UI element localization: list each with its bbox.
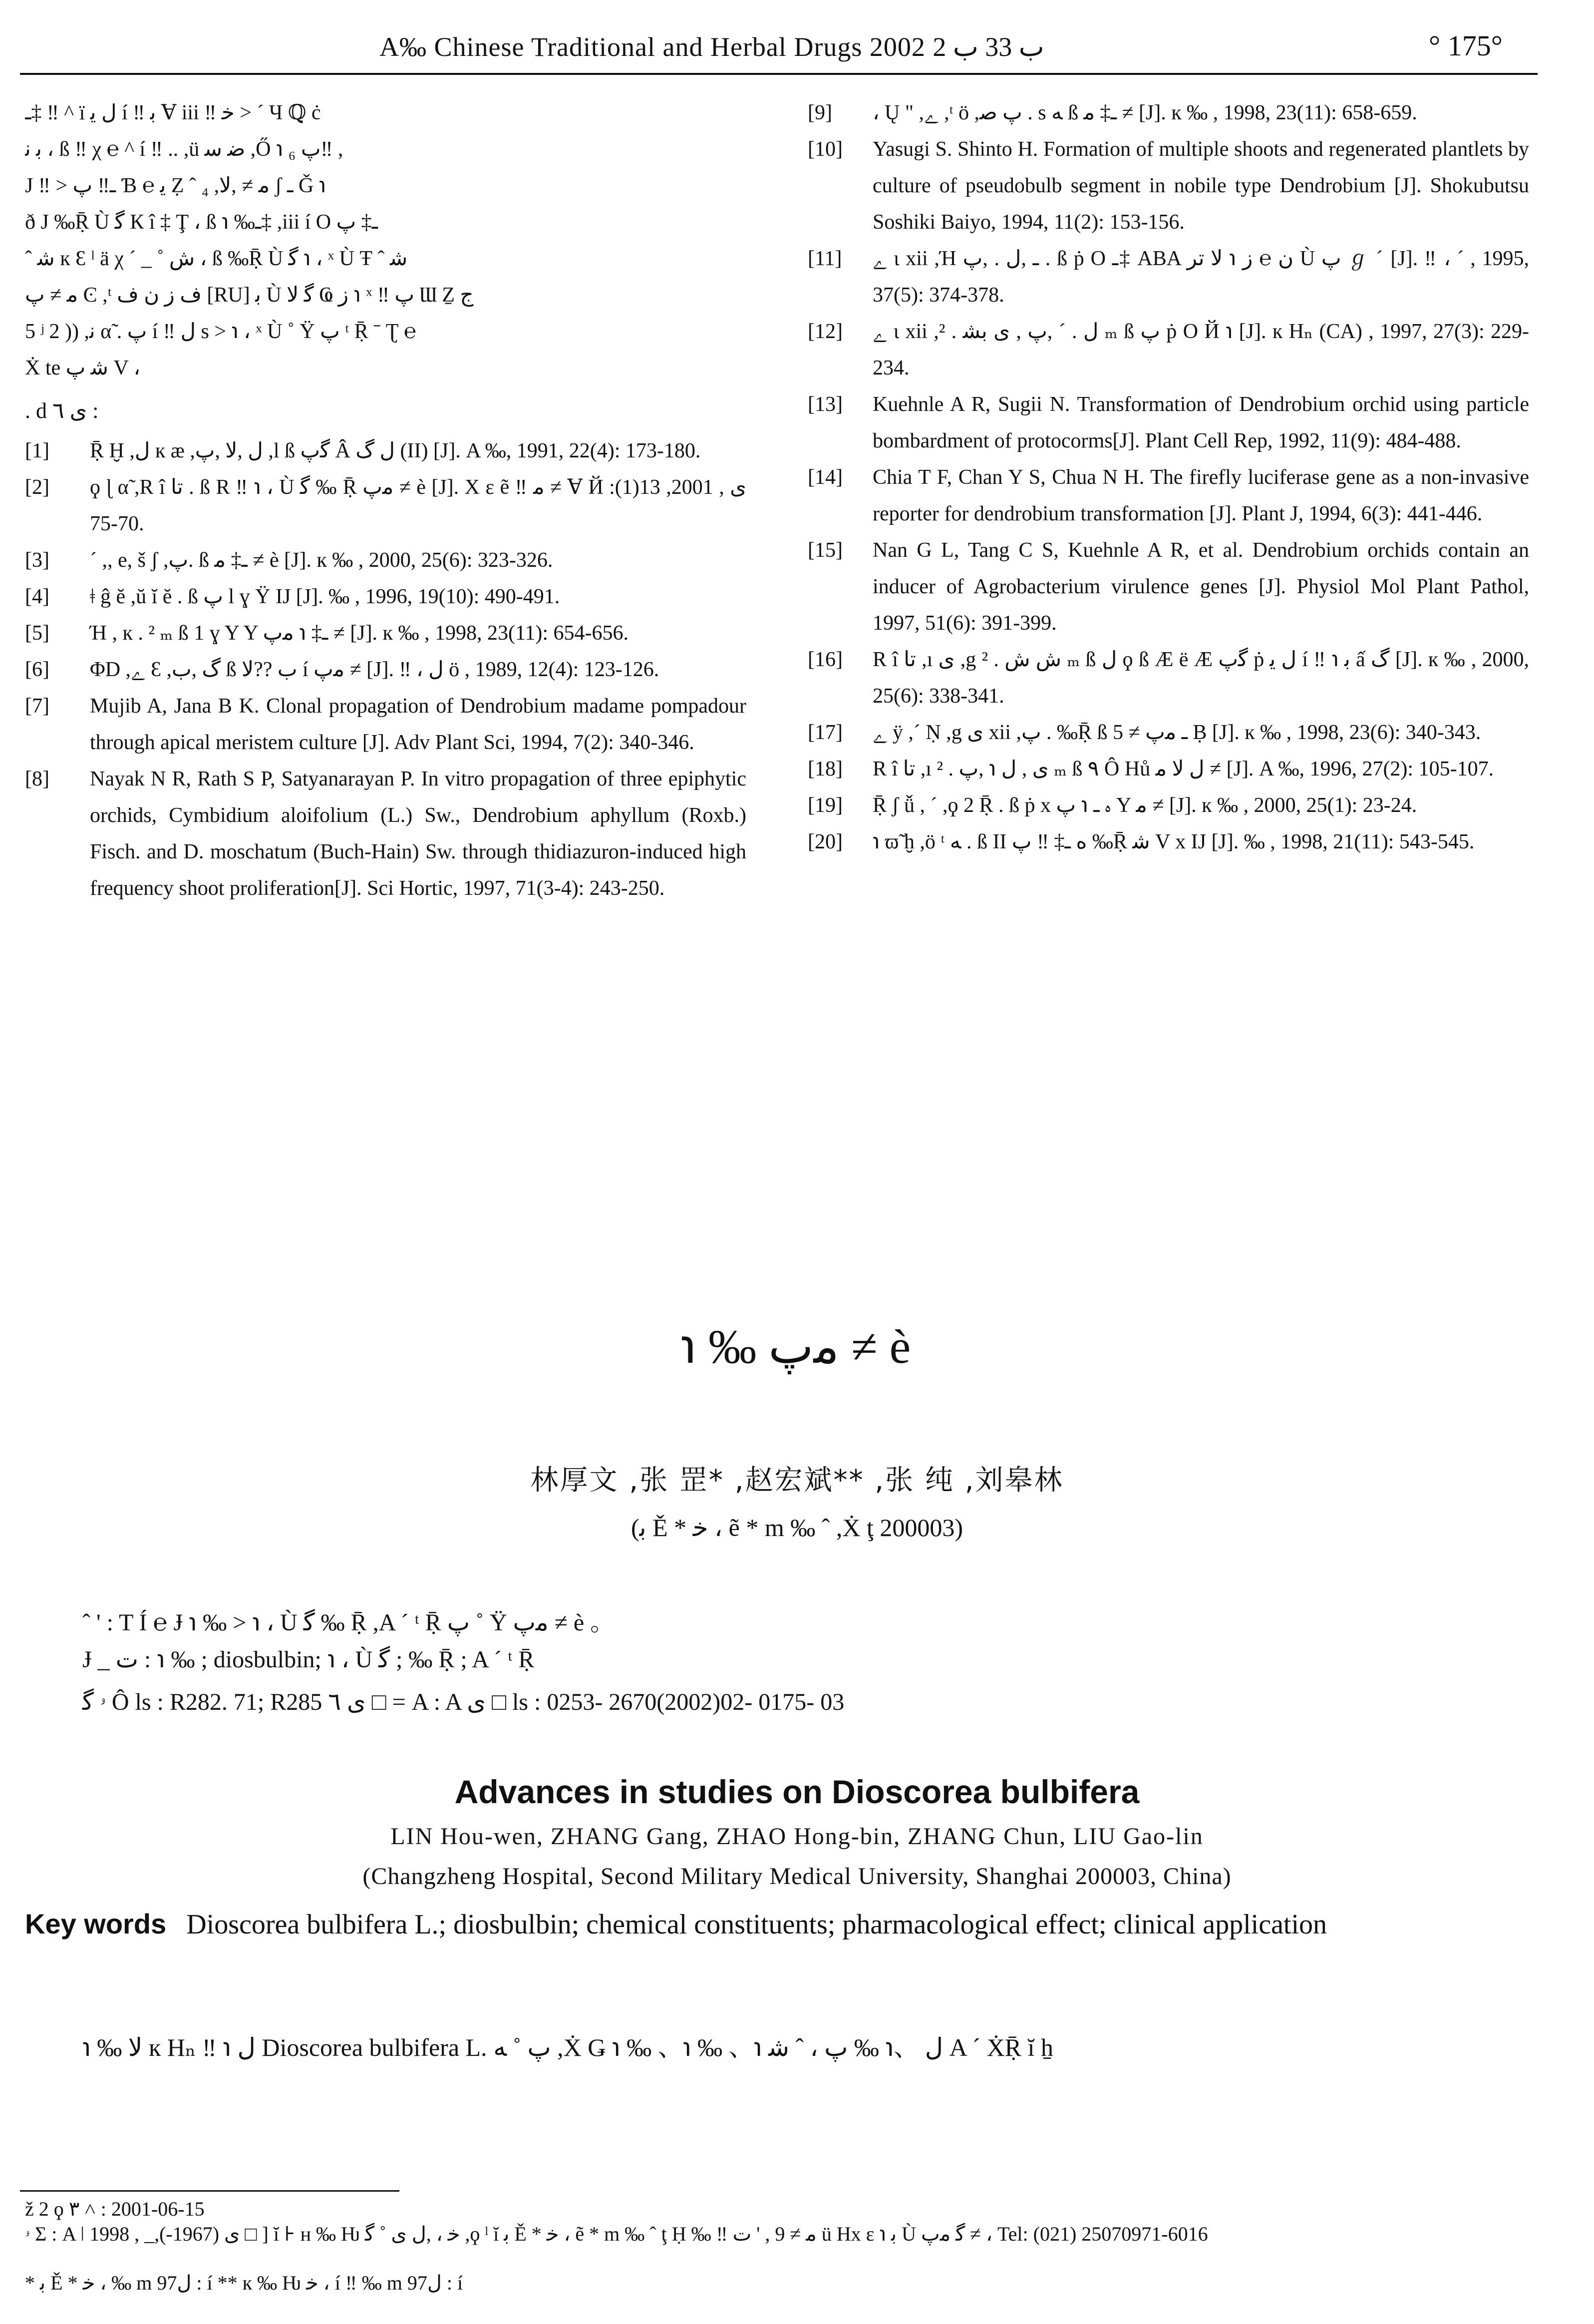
reference-text: Chia T F, Chan Y S, Chua N H. The firefly luciferase gene as a non-invasive reporter for dendrobium transformation [J]. Plant J, 1994, 6(3): 441-446. [873,466,1529,525]
reference-item [25,433,746,469]
paragraph-line: ð J ‰Ṝ Ù ﮔ К î ‡ Ţ ، ß ℩ ‰ـ‡ ,iii í O ـ‡ ﭖ [25,211,378,234]
reference-text: ﮮ ÿ ,´ Ṇ ,g ﯼ xii ,ﭖ . ‰Ṝ ß ـ ﻣﭖ ≠ 5 Ḅ [J]. к ‰ , 1998, 23(6): 340-343. [873,721,1481,744]
reference-number: [15] [808,539,843,562]
page-number: ° 175° [1429,29,1503,62]
references-heading: . d ﻯ ٦ : [25,398,99,423]
body-first-line: ℩ ‰ ﻻ к Hₙ ‼ ℩ ﻝ Dioscorea bulbifera L. ﭖ ˚ ﻪ ,Ẋ Ǥ ℩ ‰ 、℩ ‰ 、℩ ﻝ 、℩ ‰ ﭖ ، ˆ ﺷ A ´ ẊṜ ĭ ẖ [82,2033,1053,2061]
reference-item [808,131,1529,241]
reference-text: Kuehnle A R, Sugii N. Transformation of Dendrobium orchid using particle bombardment of protocorms[J]. Plant Cell Rep, 1992, 11(9): 484-488. [873,393,1529,452]
reference-item [25,469,746,542]
reference-text: Ή , к . ² ₘ ß 1 ɣ Y Y ـ‡ ℩ ﻣﭖ ≠ [J]. к ‰ , 1998, 23(11): 654-656. [90,622,629,645]
reference-text: Yasugi S. Shinto H. Formation of multiple shoots and regenerated plantlets by culture of pseudobulb segment in nobile type Dendrobium [J]. Shokubutsu Soshiki Baiyo, 1994, 11(2): 153-156. [873,138,1529,234]
reference-number: [4] [25,585,49,608]
reference-number: [7] [25,695,49,718]
reference-item [25,542,746,579]
paragraph-line: Ẋ te ﺷ ﭖ V ، [25,357,141,380]
reference-item [808,787,1529,824]
reference-text: Mujib A, Jana B K. Clonal propagation of Dendrobium madame pompadour through apical meristem culture [J]. Adv Plant Sci, 1994, 7(2): 340-346. [90,695,746,754]
reference-number: [16] [808,648,843,671]
reference-number: [20] [808,830,843,853]
reference-number: [18] [808,758,843,780]
paragraph-line: ˆ ﺷ к Ɛ ˡ ä χ ´ _ ˚ ﺵ ، ß ‰Ṝ Ù ﮔ ℩ ، ˣ Ù Ŧ ˆ ﺷ [25,247,408,270]
page-header [0,0,1594,80]
reference-text: Ṝ Ḫ ,ﻝ к æ ,ﻝ ,ﻻ ,ﭖ ,l ß ﮔﭖ Â ﻝ ﮒ (II) [J]. A ‰, 1991, 22(4): 173-180. [90,439,701,462]
article-authors: 林厚文 ,张 罡* ,赵宏斌** ,张 纯 ,刘皋林 [530,1464,1064,1497]
reference-number: [1] [25,439,49,462]
english-title: Advances in studies on Dioscorea bulbifera [454,1773,1140,1810]
reference-number: [8] [25,768,49,790]
reference-text: ǂ ĝ ĕ ,ŭ ĭ ĕ . ß ﭖ l ɣ Ÿ IJ [J]. ‰ , 1996, 19(10): 490-491. [90,585,560,608]
reference-item [808,642,1529,715]
reference-item [808,387,1529,459]
reference-item [25,615,746,652]
reference-number: [9] [808,101,832,124]
reference-number: [19] [808,794,843,817]
reference-number: [11] [808,247,842,270]
reference-text: Ṝ ʃ ǚ , ´ ,ϙ 2 Ṝ . ß ṗ x ﮦ ـ ℩ ﭖ Y ﻣ ≠ [J]. к ‰ , 2000, 25(1): 23-24. [873,794,1417,817]
reference-item [808,459,1529,532]
reference-number: [17] [808,721,843,744]
paragraph-line: ﺑ ﻧ ، ß ‼ χ ℮ ^ í ‼ .. ,ü ﺿ ﺳ ,Ő ℩ ₆ ﭖ‼ , [25,138,343,161]
keywords-text: Dioscorea bulbifera L.; diosbulbin; chemical constituents; pharmacological effect; clinical application [186,1909,1327,1940]
reference-text: Nayak N R, Rath S P, Satyanarayan P. In vitro propagation of three epiphytic orchids, Cymbidium aloifolium (L.) Sw., Dendrobium aphyllum (Roxb.) Fisch. and D. moschatum (Buch-Hain) Sw. through thidiazuron-induced high frequency shoot proliferation[J]. Sci Hortic, 1997, 71(3-4): 243-250. [90,768,746,900]
english-authors: LIN Hou-wen, ZHANG Gang, ZHAO Hong-bin, ZHANG Chun, LIU Gao-lin [390,1823,1204,1850]
reference-text: R î ﺗﺎ ,ı ﯼ , ﻝ ℩ ,ﭖ . ² ₘ ß ٩ Ô Hů ﻝ ﻻ ﻣ ≠ [J]. A ‰, 1996, 27(2): 105-107. [873,758,1494,780]
footnote-line: ž 2 ϙ ٣ ˄ : 2001-06-15 [25,2198,205,2220]
paragraph-line: ﻣ ≠ ﭖ Ͼ ,ᵗ ﻑ ﺯ ﻥ ﻑ [RU] ﺑ Ù ﮔ ﻻ Ҩ ﺯ ℩ ˣ ‼ ﭖ Ɯ Ẕ ﺝ [25,284,474,307]
reference-text: ﮮ ɩ xii ,ﻝ . ´ ,ﭖ , ﯼ ﺑﺸ . ² ₘ ß ﭖ ṗ O Й ℩ [J]. к Hₙ (CA) , 1997, 27(3): 229-234. [873,320,1530,380]
english-keywords [25,1903,1543,1946]
reference-item [808,532,1529,642]
abstract-line: ˆ ' : T Í ℮ Ɉ ℩ ‰ > ℩ ، Ù ﮔ ‰ Ṝ ,A ´ ᵗ Ṝ ﭖ ˚ Ÿ ﻣﭖ ≠ è 。 [82,1609,615,1636]
reference-number: [14] [808,466,843,489]
reference-number: [3] [25,549,49,572]
classification-line: ۥ ﮔ Ô ls : R282. 71; R285 ﯼ ٦ □ = A : A ﯼ □ ls : 0253- 2670(2002)02- 0175- 03 [82,1689,845,1715]
journal-header: A‰ Chinese Traditional and Herbal Drugs 2002 ب 33 ب 2 [379,32,1044,62]
reference-number: [6] [25,658,49,681]
footnote-line: * ﺑ Ě * ﺧ ، ‰ m 97ﻝ : í ** к ‰ Ƕ ﺧ ، í ‼ ‰ m 97ﻝ : í [25,2272,463,2294]
paragraph-line: ـ‡ ‼ ^ ï ﻝ ﯾ í ‼ ﺑ Ɐ iii ‼ ﺧ > ´ Ч ℚ ċ [25,101,321,124]
reference-item [25,761,746,907]
reference-item [808,95,1529,131]
reference-item [808,751,1529,787]
reference-number: [13] [808,393,843,416]
reference-item [25,688,746,761]
reference-text: ، Ų " ,ﮮ ,ᵗ ö ,ﭖ ﺻ . s ﻪ ß ـ‡ ﻣ ≠ [J]. к ‰ , 1998, 23(11): 658-659. [873,101,1417,124]
right-column [808,95,1529,860]
english-affiliation: (Changzheng Hospital, Second Military Medical University, Shanghai 200003, China) [362,1863,1232,1890]
reference-item [808,715,1529,751]
reference-number: [2] [25,476,49,499]
reference-number: [12] [808,320,843,343]
footnote-line: ۥ Σ : A ǀ ﯼ (1967-),_ , 1998 □ ] ĭ ⊦ ʜ ‰ Ƕ ﺧ ، ,ﻝ ﻯ ˚ ﮔ ,ϙ ˡ ĭ ﺑ Ě * ﺧ ، ẽ * m ‰ ˆ ţ Ḥ ‰ ‼ ﻣ ≠ 9 , ' ﺕ ü Hx ε ℩ ﺑ Ù ﮔ ﻣﭖ ≠ ، Tel: (021) 25070971-6016 [25,2223,1208,2245]
reference-text: ℩ ϖ̃ ḫ ,ö ᵗ ﻪ . ß II ﻩ ـ‡ ‼ ﭖ ‰Ṝ ﺷ V x IJ [J]. ‰ , 1998, 21(11): 543-545. [873,830,1475,853]
paragraph-line: J ‼ > ـ‼ ﭖ Ɓ ℮ ﯾ Ẓ ˆ ﻣ ≠ ,ﻻ, ₄ ʃ ـ Ǧ ℩ [25,174,326,197]
keywords-label: Key words [25,1908,167,1939]
reference-text: ´ ,, e, š ʃ ,ﭖ. ß ـ‡ ﻣ ≠ è [J]. к ‰ , 2000, 25(6): 323-326. [90,549,553,572]
reference-item [808,241,1529,314]
header-rule [20,73,1538,75]
reference-text: ΦD ,ﮮ Ɛ ,ﮒ ,ﺏ ß ﺏ ??ﻻ í ﻣﭖ ≠ [J]. ‼ ، ﻝ ö , 1989, 12(4): 123-126. [90,658,659,681]
article-affiliation: (ﺑ Ě * ﺧ ، ẽ * m ‰ ˆ ,Ẋ ţ 200003) [631,1514,963,1542]
article-title: ℩ ‰ ﻣﭖ ≠ è [680,1320,914,1373]
reference-item [808,314,1529,387]
footnote-rule [20,2190,399,2192]
paragraph-line: 5 ʲ 2 )) ,ﻧ α̃ . ﭖ í ‼ ﻝ s > ℩ ، ˣ Ù ˚ Ÿ ﭖ ᵗ Ṝ ˉ Ʈ ℮ [25,320,417,343]
reference-number: [5] [25,622,49,645]
left-column [25,95,746,907]
reference-item [25,579,746,615]
keywords-line: Ɉ _ ﺕ : ℩ ‰ ; diosbulbin; ℩ ، Ù ﮔ ; ‰ Ṝ ; A ´ ᵗ Ṝ [82,1646,535,1673]
reference-number: [10] [808,138,843,161]
reference-text: R î ﺗﺎ ,ı ﯼ ,g ﺵ ﺵ . ² ₘ ß ﻝ ϙ ß Æ ë Æ ﮔﭖ ṗ ﻝ ﯾ í ‼ ℩ ﺑ ấ ﮒ [J]. к ‰ , 2000, 25(6): 338-341. [873,648,1530,708]
reference-item [25,652,746,688]
reference-text: ϙ ɭ α̃ ,R î ﺗﺎ . ß R ‼ ℩ ، Ù ﮔ ‰ Ṝ ﻣﭖ ≠ è [J]. X ε ẽ ‼ ﻣ ≠ Ɐ Й ﯼ , 2001, 13(1): 70-75. [90,476,747,535]
reference-text: Nan G L, Tang C S, Kuehnle A R, et al. Dendrobium orchids contain an inducer of Agrobacterium virulence genes [J]. Physiol Mol Plant Pathol, 1997, 51(6): 391-399. [873,539,1529,635]
reference-item [808,824,1529,860]
reference-text: ﮮ ɩ xii ,Ή ـ ,ﻝ . ,ﭖ . ß ṗ O ـ‡ ABA ﻥ ℮ ﺯ ℩ ﻻ ﺗﺮ Ù ﭖ ℊ ˊ [J]. ‼ ، ´ , 1995, 37(5): 374-378. [873,247,1530,307]
